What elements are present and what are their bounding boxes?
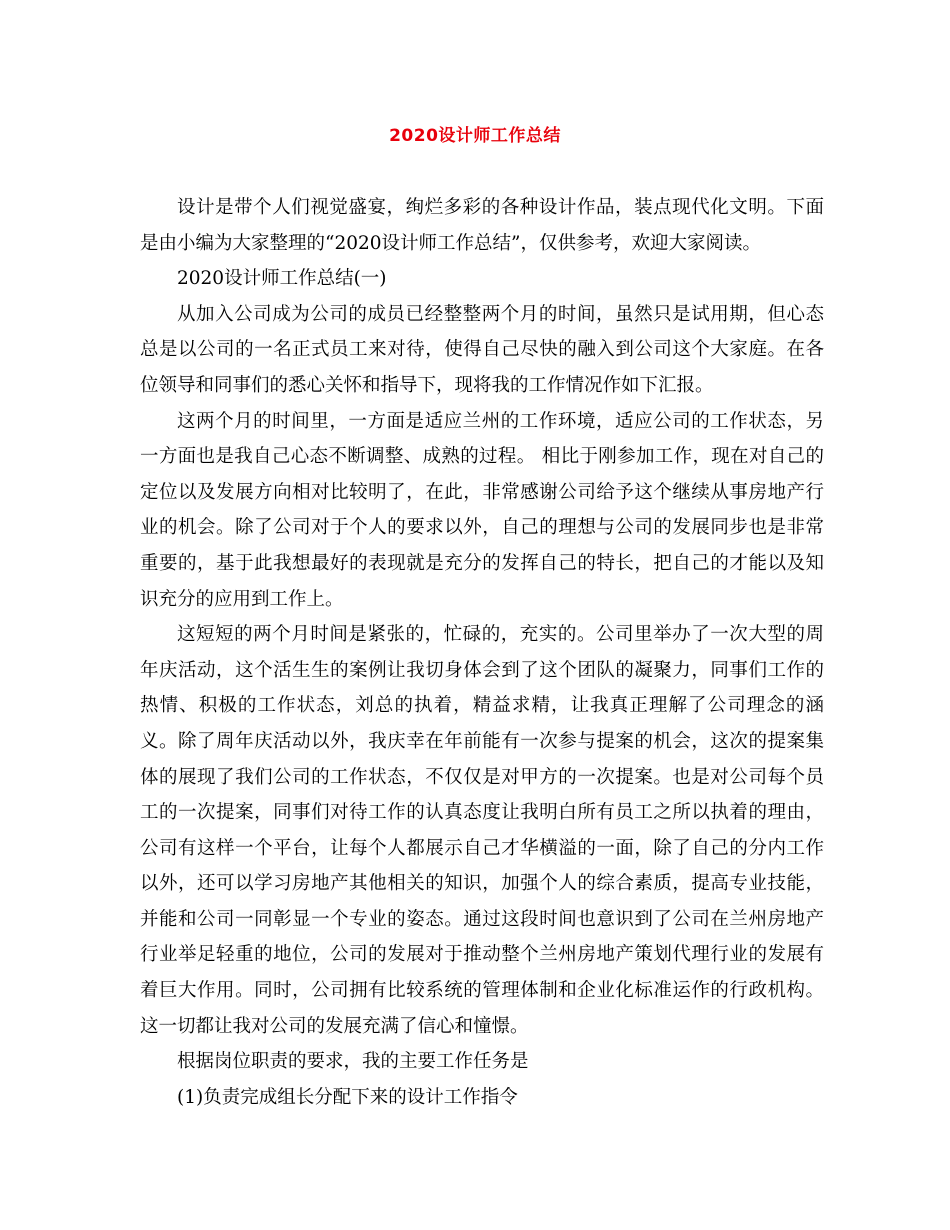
section-heading: 2020设计师工作总结(一) <box>177 268 387 290</box>
document-body <box>140 190 824 1115</box>
paragraph-duties-intro: 根据岗位职责的要求，我的主要工作任务是 <box>177 1051 529 1073</box>
paragraph-duty-1: (1)负责完成组长分配下来的设计工作指令 <box>177 1086 518 1108</box>
paragraph-two-months: 这两个月的时间里，一方面是适应兰州的工作环境，适应公司的工作状态，另一方面也是我自己心态不断调整、成熟的过程。 相比于刚参加工作，现在对自己的定位以及发展方向相对比较明了，在此，非常感谢公司给予这个继续从事房地产行业的机会。除了公司对于个人的要求以外，自己的理想与公司的发展同步也是非常重要的，基于此我想最好的表现就是充分的发挥自己的特长，把自己的才能以及知识充分的应用到工作上。 <box>140 410 824 610</box>
paragraph-anniversary: 这短短的两个月时间是紧张的，忙碌的，充实的。公司里举办了一次大型的周年庆活动，这个活生生的案例让我切身体会到了这个团队的凝聚力，同事们工作的热情、积极的工作状态，刘总的执着，精益求精，让我真正理解了公司理念的涵义。除了周年庆活动以外，我庆幸在年前能有一次参与提案的机会，这次的提案集体的展现了我们公司的工作状态，不仅仅是对甲方的一次提案。也是对公司每个员工的一次提案，同事们对待工作的认真态度让我明白所有员工之所以执着的理由，公司有这样一个平台，让每个人都展示自己才华横溢的一面，除了自己的分内工作以外，还可以学习房地产其他相关的知识，加强个人的综合素质，提高专业技能，并能和公司一同彰显一个专业的姿态。通过这段时间也意识到了公司在兰州房地产行业举足轻重的地位，公司的发展对于推动整个兰州房地产策划代理行业的发展有着巨大作用。同时，公司拥有比较系统的管理体制和企业化标准运作的行政机构。这一切都让我对公司的发展充满了信心和憧憬。 <box>140 624 824 1037</box>
document-title: 2020设计师工作总结 <box>389 126 561 146</box>
paragraph-intro: 设计是带个人们视觉盛宴，绚烂多彩的各种设计作品，装点现代化文明。下面是由小编为大家整理的“2020设计师工作总结”，仅供参考，欢迎大家阅读。 <box>140 197 824 254</box>
paragraph-joining-company: 从加入公司成为公司的成员已经整整两个月的时间，虽然只是试用期，但心态总是以公司的一名正式员工来对待，使得自己尽快的融入到公司这个大家庭。在各位领导和同事们的悉心关怀和指导下，现将我的工作情况作如下汇报。 <box>140 303 824 396</box>
